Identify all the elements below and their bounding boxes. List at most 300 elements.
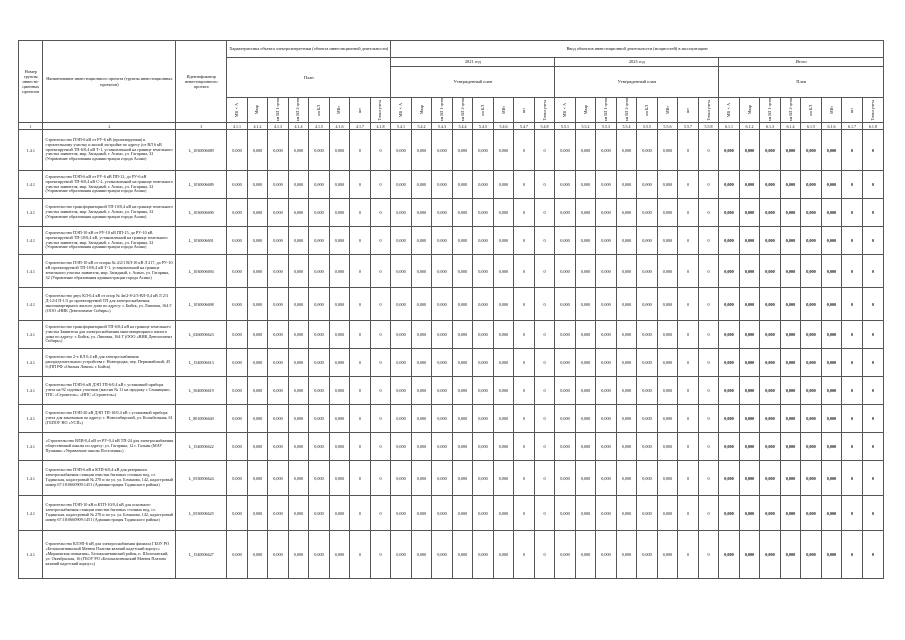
value-cell: 0,000 [575, 405, 596, 433]
unit-header [657, 98, 678, 123]
project-id-cell: L_0530006624 [176, 461, 227, 496]
value-cell: 0,000 [739, 227, 760, 255]
value-cell: 0,000 [268, 496, 289, 531]
value-cell: 0,000 [411, 227, 432, 255]
column-number: 5.5.8 [698, 123, 719, 130]
value-cell: 0,000 [821, 171, 842, 199]
value-cell: 0,000 [657, 349, 678, 377]
value-cell: 0,000 [760, 227, 781, 255]
value-cell: 0,000 [288, 171, 309, 199]
project-id-cell: L_1030006694 [176, 255, 227, 288]
group-number-cell: 1.4.1 [19, 171, 43, 199]
group-number-cell: 1.4.1 [19, 433, 43, 461]
value-cell: 0 [678, 199, 699, 227]
value-cell: 0,000 [329, 405, 350, 433]
value-cell: 0,000 [227, 531, 248, 579]
value-cell: 0,000 [309, 171, 330, 199]
value-cell: 0,000 [616, 199, 637, 227]
column-number: 5.5.6 [657, 123, 678, 130]
value-cell: 0,000 [780, 288, 801, 321]
value-cell: 0,000 [555, 321, 576, 349]
value-cell: 0 [698, 461, 719, 496]
value-cell: 0,000 [719, 377, 740, 405]
column-number: 5.4.7 [514, 123, 535, 130]
column-number: 5.4.2 [411, 123, 432, 130]
project-id-cell: L_1030006698 [176, 288, 227, 321]
unit-header-label: Мвар [746, 105, 752, 115]
value-cell: 0,000 [309, 321, 330, 349]
value-cell: 0,000 [637, 377, 658, 405]
column-number: 6.1.5 [801, 123, 822, 130]
value-cell: 0,000 [821, 321, 842, 349]
value-cell: 0,000 [739, 288, 760, 321]
value-cell: 0,000 [801, 433, 822, 461]
value-cell: 0,000 [411, 377, 432, 405]
value-cell: 0,000 [288, 255, 309, 288]
value-cell: 0,000 [473, 349, 494, 377]
value-cell: 0,000 [760, 199, 781, 227]
project-id-cell: L_0260006623 [176, 321, 227, 349]
value-cell: 0,000 [452, 227, 473, 255]
value-cell: 0,000 [329, 321, 350, 349]
value-cell: 0,000 [268, 171, 289, 199]
unit-header-label: км ВЛ 1-цепн [603, 98, 608, 122]
value-cell: 0,000 [473, 496, 494, 531]
group-number-cell: 1.4.1 [19, 255, 43, 288]
value-cell: 0,000 [575, 496, 596, 531]
header-project-name: Наименование инвестиционного проекта (группы инвестиционных проектов) [43, 41, 176, 123]
unit-header-label: Точки учета [869, 99, 875, 121]
value-cell: 0,000 [411, 405, 432, 433]
value-cell: 0,000 [657, 461, 678, 496]
value-cell: 0,000 [780, 349, 801, 377]
project-name-cell: Строительство двух КЛ-0,4 кВ от опор № 4в/2-8-2/3-ВЛ-0,4 кВ Л 2/3 Д-12/4 П-1/3 до проектируемой ТП для электроснабжения многоквартирного жилого дома по адресу: г. Бийск, ул. Липовая, 164 Г (ООО «НИК Девелопмент Сибирь») [43, 288, 176, 321]
unit-header-label: км КЛ [644, 104, 649, 116]
value-cell: 0,000 [391, 130, 412, 171]
value-cell: 0,000 [493, 171, 514, 199]
value-cell: 0,000 [637, 496, 658, 531]
value-cell: 0,000 [616, 130, 637, 171]
value-cell: 0,000 [411, 321, 432, 349]
value-cell: 0,000 [780, 199, 801, 227]
group-number-cell: 1.4.1 [19, 461, 43, 496]
value-cell: 0,000 [493, 130, 514, 171]
value-cell: 0,000 [575, 321, 596, 349]
value-cell: 0,000 [780, 171, 801, 199]
value-cell: 0,000 [493, 255, 514, 288]
value-cell: 0,000 [227, 377, 248, 405]
value-cell: 0,000 [616, 349, 637, 377]
unit-header-label: МВт [664, 106, 670, 114]
value-cell: 0 [698, 321, 719, 349]
value-cell: 0,000 [309, 199, 330, 227]
value-cell: 0 [514, 433, 535, 461]
value-cell: 0,000 [493, 349, 514, 377]
project-id-cell: L_0530006625 [176, 496, 227, 531]
header-characteristics: Характеристика объекта электроэнергетики (объекта инвестиционной деятельности) [227, 41, 391, 58]
header-plan: План [227, 58, 391, 98]
value-cell: 0 [534, 496, 555, 531]
value-cell: 0 [370, 433, 391, 461]
unit-header [432, 98, 453, 123]
value-cell: 0,000 [739, 405, 760, 433]
column-number: 4.1.6 [329, 123, 350, 130]
value-cell: 0 [350, 130, 371, 171]
value-cell: 0,000 [801, 531, 822, 579]
value-cell: 0 [842, 461, 863, 496]
value-cell: 0,000 [247, 255, 268, 288]
header-total: Итого [719, 58, 884, 67]
value-cell: 0,000 [288, 461, 309, 496]
unit-header-label: шт [685, 107, 690, 113]
project-name-cell: Строительство трансформаторной ТП-10/0,4 кВ на границе земельного участка заявителя, мкр. Западный, г. Асино, ул. Гагарина, 32 (Управление образования администрации города Асино) [43, 199, 176, 227]
value-cell: 0,000 [760, 461, 781, 496]
value-cell: 0 [534, 405, 555, 433]
value-cell: 0 [862, 255, 883, 288]
value-cell: 0,000 [227, 227, 248, 255]
value-cell: 0,000 [555, 531, 576, 579]
value-cell: 0 [698, 130, 719, 171]
value-cell: 0,000 [719, 171, 740, 199]
value-cell: 0,000 [473, 461, 494, 496]
value-cell: 0,000 [247, 496, 268, 531]
value-cell: 0,000 [555, 405, 576, 433]
column-number: 1 [19, 123, 43, 130]
value-cell: 0,000 [821, 227, 842, 255]
group-number-cell: 1.4.1 [19, 405, 43, 433]
unit-header-label: шт [521, 107, 526, 113]
value-cell: 0,000 [452, 461, 473, 496]
value-cell: 0,000 [432, 461, 453, 496]
value-cell: 0,000 [719, 433, 740, 461]
column-number: 5.4.4 [452, 123, 473, 130]
value-cell: 0,000 [555, 433, 576, 461]
value-cell: 0,000 [493, 321, 514, 349]
column-number: 5.4.5 [473, 123, 494, 130]
value-cell: 0,000 [801, 130, 822, 171]
value-cell: 0,000 [309, 288, 330, 321]
value-cell: 0,000 [268, 130, 289, 171]
project-name-cell: Строительство ПЭП-20 кВ ДЭП ТП-10/0,4 кВ с установкой прибора учета для заказчиков по адресу: г. Новосибирский, ул. Колыбельная, 61 (ГБПОУ НО «УСП») [43, 405, 176, 433]
value-cell: 0 [842, 227, 863, 255]
value-cell: 0,000 [268, 349, 289, 377]
value-cell: 0,000 [329, 255, 350, 288]
unit-header-label: МВ×А [398, 102, 403, 118]
column-number: 6.1.7 [842, 123, 863, 130]
value-cell: 0,000 [329, 531, 350, 579]
value-cell: 0,000 [657, 321, 678, 349]
column-number: 5.4.6 [493, 123, 514, 130]
value-cell: 0 [514, 130, 535, 171]
group-number-cell: 1.4.1 [19, 227, 43, 255]
value-cell: 0,000 [637, 130, 658, 171]
column-number: 6.1.8 [862, 123, 883, 130]
value-cell: 0,000 [616, 321, 637, 349]
value-cell: 0,000 [493, 496, 514, 531]
value-cell: 0,000 [452, 433, 473, 461]
unit-header-label: МВ×А [726, 102, 731, 118]
value-cell: 0,000 [637, 349, 658, 377]
value-cell: 0,000 [739, 255, 760, 288]
value-cell: 0,000 [719, 288, 740, 321]
unit-header-label: МВ×А [562, 102, 567, 118]
project-id-cell: L_1540006622 [176, 433, 227, 461]
value-cell: 0,000 [329, 130, 350, 171]
value-cell: 0,000 [596, 130, 617, 171]
value-cell: 0 [678, 321, 699, 349]
project-name-cell: Строительство ПЭП-10 кВ от РУ-10 кВ ПП-15, до РУ-10 кВ проектируемой ТП-10/0,4 кВ, установленной на границе земельного участка заявителя, мкр. Западный, г. Асино, ул. Гагарина, 32 (Управление образования администрации города Асино) [43, 227, 176, 255]
value-cell: 0,000 [391, 227, 412, 255]
value-cell: 0,000 [227, 130, 248, 171]
table-row [19, 255, 884, 288]
column-number: 4.1.3 [268, 123, 289, 130]
value-cell: 0 [842, 377, 863, 405]
value-cell: 0,000 [780, 405, 801, 433]
value-cell: 0,000 [719, 496, 740, 531]
value-cell: 0,000 [801, 321, 822, 349]
column-number: 4.1.8 [370, 123, 391, 130]
project-id-cell: L_1030006690 [176, 199, 227, 227]
value-cell: 0 [698, 377, 719, 405]
value-cell: 0,000 [247, 461, 268, 496]
project-id-cell: L_1030006689 [176, 171, 227, 199]
value-cell: 0 [514, 171, 535, 199]
value-cell: 0 [514, 461, 535, 496]
value-cell: 0,000 [575, 531, 596, 579]
value-cell: 0,000 [616, 496, 637, 531]
column-number: 5.5.7 [678, 123, 699, 130]
value-cell: 0 [514, 531, 535, 579]
value-cell: 0,000 [555, 496, 576, 531]
value-cell: 0,000 [247, 130, 268, 171]
value-cell: 0 [370, 171, 391, 199]
unit-header [514, 98, 535, 123]
value-cell: 0,000 [329, 349, 350, 377]
value-cell: 0,000 [739, 171, 760, 199]
unit-header [821, 98, 842, 123]
column-number: 6.1.1 [719, 123, 740, 130]
value-cell: 0,000 [739, 349, 760, 377]
value-cell: 0,000 [760, 171, 781, 199]
value-cell: 0,000 [227, 288, 248, 321]
value-cell: 0 [350, 227, 371, 255]
column-number: 6.1.3 [760, 123, 781, 130]
header-commissioning: Ввод объектов инвестиционной деятельности (мощностей) в эксплуатацию [391, 41, 884, 58]
value-cell: 0,000 [411, 288, 432, 321]
unit-header-label: км КЛ [480, 104, 485, 116]
value-cell: 0,000 [391, 461, 412, 496]
value-cell: 0,000 [760, 496, 781, 531]
unit-header-label: км ВЛ 2-цепн [623, 98, 629, 122]
value-cell: 0 [678, 377, 699, 405]
value-cell: 0,000 [575, 130, 596, 171]
unit-header [760, 98, 781, 123]
value-cell: 0,000 [575, 255, 596, 288]
value-cell: 0 [370, 130, 391, 171]
value-cell: 0,000 [760, 433, 781, 461]
value-cell: 0,000 [268, 321, 289, 349]
value-cell: 0 [678, 349, 699, 377]
value-cell: 0 [678, 496, 699, 531]
value-cell: 0,000 [268, 461, 289, 496]
value-cell: 0,000 [288, 321, 309, 349]
project-name-cell: «Строительство ВЛИ-0,4 кВ от РУ-0,4 кВ ТП-24 для электроснабжения общественной школы по адресу: ул. Гагарина, 12 г. Гальин (МАУ Пушкино «Управление школы Поселения») [43, 433, 176, 461]
value-cell: 0 [350, 433, 371, 461]
value-cell: 0 [842, 321, 863, 349]
value-cell: 0,000 [227, 349, 248, 377]
project-name-cell: Строительство ПЭП-6 кВ в КТП-6/0,4 кВ для резервного электроснабжения станции очистки бытовых сточных вод, ст. Тадинская, кадастровый № 270 и по ул. ул. Бочанова, 142, кадастровый номер 67:18:0660909:1451 (Администрация Тадинского района) [43, 461, 176, 496]
value-cell: 0 [862, 227, 883, 255]
value-cell: 0,000 [473, 171, 494, 199]
value-cell: 0,000 [309, 349, 330, 377]
value-cell: 0,000 [801, 255, 822, 288]
value-cell: 0,000 [821, 377, 842, 405]
value-cell: 0,000 [657, 405, 678, 433]
value-cell: 0,000 [391, 349, 412, 377]
value-cell: 0,000 [760, 288, 781, 321]
value-cell: 0,000 [391, 405, 412, 433]
value-cell: 0 [370, 288, 391, 321]
value-cell: 0 [862, 496, 883, 531]
value-cell: 0,000 [268, 377, 289, 405]
value-cell: 0,000 [452, 349, 473, 377]
value-cell: 0,000 [493, 461, 514, 496]
value-cell: 0 [350, 171, 371, 199]
unit-header [555, 98, 576, 123]
unit-header-label: км ВЛ 1-цепн [274, 98, 280, 122]
value-cell: 0,000 [555, 288, 576, 321]
value-cell: 0,000 [739, 461, 760, 496]
unit-header-label: Точки учета [541, 99, 547, 121]
value-cell: 0,000 [780, 433, 801, 461]
value-cell: 0,000 [247, 321, 268, 349]
value-cell: 0 [842, 349, 863, 377]
value-cell: 0,000 [719, 199, 740, 227]
project-name-cell: Строительство ПЭП-6 кВ от РУ-6 кВ ПП-12, до РУ-6 кВ проектируемой ТП-6/0,4 кВ С-2, установленной на границе земельного участка заявителя, мкр. Западный, г. Асино, ул. Гагарина, 32 (Управление образования администрации города Асино) [43, 171, 176, 199]
value-cell: 0,000 [247, 171, 268, 199]
value-cell: 0,000 [288, 405, 309, 433]
value-cell: 0,000 [268, 433, 289, 461]
column-number: 5.5.3 [596, 123, 617, 130]
value-cell: 0,000 [473, 199, 494, 227]
project-id-cell: L_1540006627 [176, 531, 227, 579]
value-cell: 0,000 [411, 171, 432, 199]
value-cell: 0 [534, 227, 555, 255]
value-cell: 0 [370, 321, 391, 349]
value-cell: 0,000 [657, 199, 678, 227]
value-cell: 0 [862, 531, 883, 579]
value-cell: 0,000 [719, 349, 740, 377]
value-cell: 0,000 [411, 433, 432, 461]
value-cell: 0 [842, 405, 863, 433]
value-cell: 0,000 [227, 255, 248, 288]
unit-header-label: шт [356, 107, 362, 113]
value-cell: 0,000 [329, 496, 350, 531]
value-cell: 0,000 [452, 321, 473, 349]
value-cell: 0,000 [555, 227, 576, 255]
value-cell: 0,000 [719, 405, 740, 433]
value-cell: 0,000 [452, 496, 473, 531]
unit-header-label: км ВЛ 2-цепн [295, 98, 301, 122]
value-cell: 0,000 [821, 531, 842, 579]
value-cell: 0,000 [801, 171, 822, 199]
value-cell: 0,000 [432, 199, 453, 227]
value-cell: 0 [862, 461, 883, 496]
unit-header [288, 98, 309, 123]
value-cell: 0,000 [719, 130, 740, 171]
value-cell: 0,000 [452, 130, 473, 171]
value-cell: 0,000 [760, 321, 781, 349]
value-cell: 0,000 [616, 255, 637, 288]
value-cell: 0,000 [616, 227, 637, 255]
value-cell: 0,000 [391, 377, 412, 405]
table-row [19, 321, 884, 349]
value-cell: 0,000 [432, 405, 453, 433]
value-cell: 0,000 [657, 531, 678, 579]
value-cell: 0 [698, 433, 719, 461]
column-number: 5.5.5 [637, 123, 658, 130]
value-cell: 0 [370, 461, 391, 496]
value-cell: 0,000 [637, 227, 658, 255]
value-cell: 0,000 [637, 171, 658, 199]
column-number: 6.1.4 [780, 123, 801, 130]
project-id-cell: L_1030006691 [176, 227, 227, 255]
unit-header-label: МВ×А [233, 102, 239, 118]
table-row [19, 199, 884, 227]
value-cell: 0 [678, 171, 699, 199]
value-cell: 0,000 [391, 531, 412, 579]
value-cell: 0,000 [555, 255, 576, 288]
value-cell: 0,000 [821, 496, 842, 531]
unit-header [411, 98, 432, 123]
value-cell: 0,000 [452, 288, 473, 321]
value-cell: 0 [514, 227, 535, 255]
value-cell: 0,000 [391, 255, 412, 288]
value-cell: 0,000 [657, 433, 678, 461]
value-cell: 0,000 [329, 199, 350, 227]
value-cell: 0,000 [739, 433, 760, 461]
value-cell: 0 [678, 531, 699, 579]
value-cell: 0,000 [432, 130, 453, 171]
value-cell: 0 [534, 433, 555, 461]
value-cell: 0 [862, 288, 883, 321]
table-row [19, 496, 884, 531]
value-cell: 0,000 [801, 349, 822, 377]
value-cell: 0 [514, 405, 535, 433]
header-approved-plan-2023: Утвержденный план [555, 67, 719, 98]
value-cell: 0,000 [391, 496, 412, 531]
project-name-cell: Строительство КЛЭП-6 кВ для электроснабжения филиала ГБОУ РО «Белокалитвинский Матвея Платова казачий кадетский корпус» «Мирновская гимназия», Белокалитвинский район, п. Шолоховский, ул. Октябрьская, 16 (ГБОУ РО «Белокалитвинский Матвея Платова казачий кадетский корпус») [43, 531, 176, 579]
value-cell: 0,000 [432, 349, 453, 377]
project-name-cell: Строительство ПЭП-6 кВ ДЭП ТП-6/0,4 кВ с установкой прибора учета на 92 садовых участков (массив № 11 на продажу с Сенницыно, ТПС «Строитель», «НПС «Строитель») [43, 377, 176, 405]
value-cell: 0,000 [268, 255, 289, 288]
value-cell: 0,000 [329, 433, 350, 461]
column-number: 3 [176, 123, 227, 130]
unit-header-label: МВт [336, 106, 342, 114]
value-cell: 0,000 [821, 349, 842, 377]
value-cell: 0,000 [821, 199, 842, 227]
value-cell: 0 [370, 405, 391, 433]
value-cell: 0,000 [268, 288, 289, 321]
unit-header-label: Точки учета [705, 99, 711, 121]
value-cell: 0 [678, 255, 699, 288]
value-cell: 0,000 [596, 349, 617, 377]
value-cell: 0 [862, 377, 883, 405]
value-cell: 0 [842, 288, 863, 321]
value-cell: 0,000 [288, 199, 309, 227]
value-cell: 0 [350, 255, 371, 288]
value-cell: 0,000 [555, 130, 576, 171]
